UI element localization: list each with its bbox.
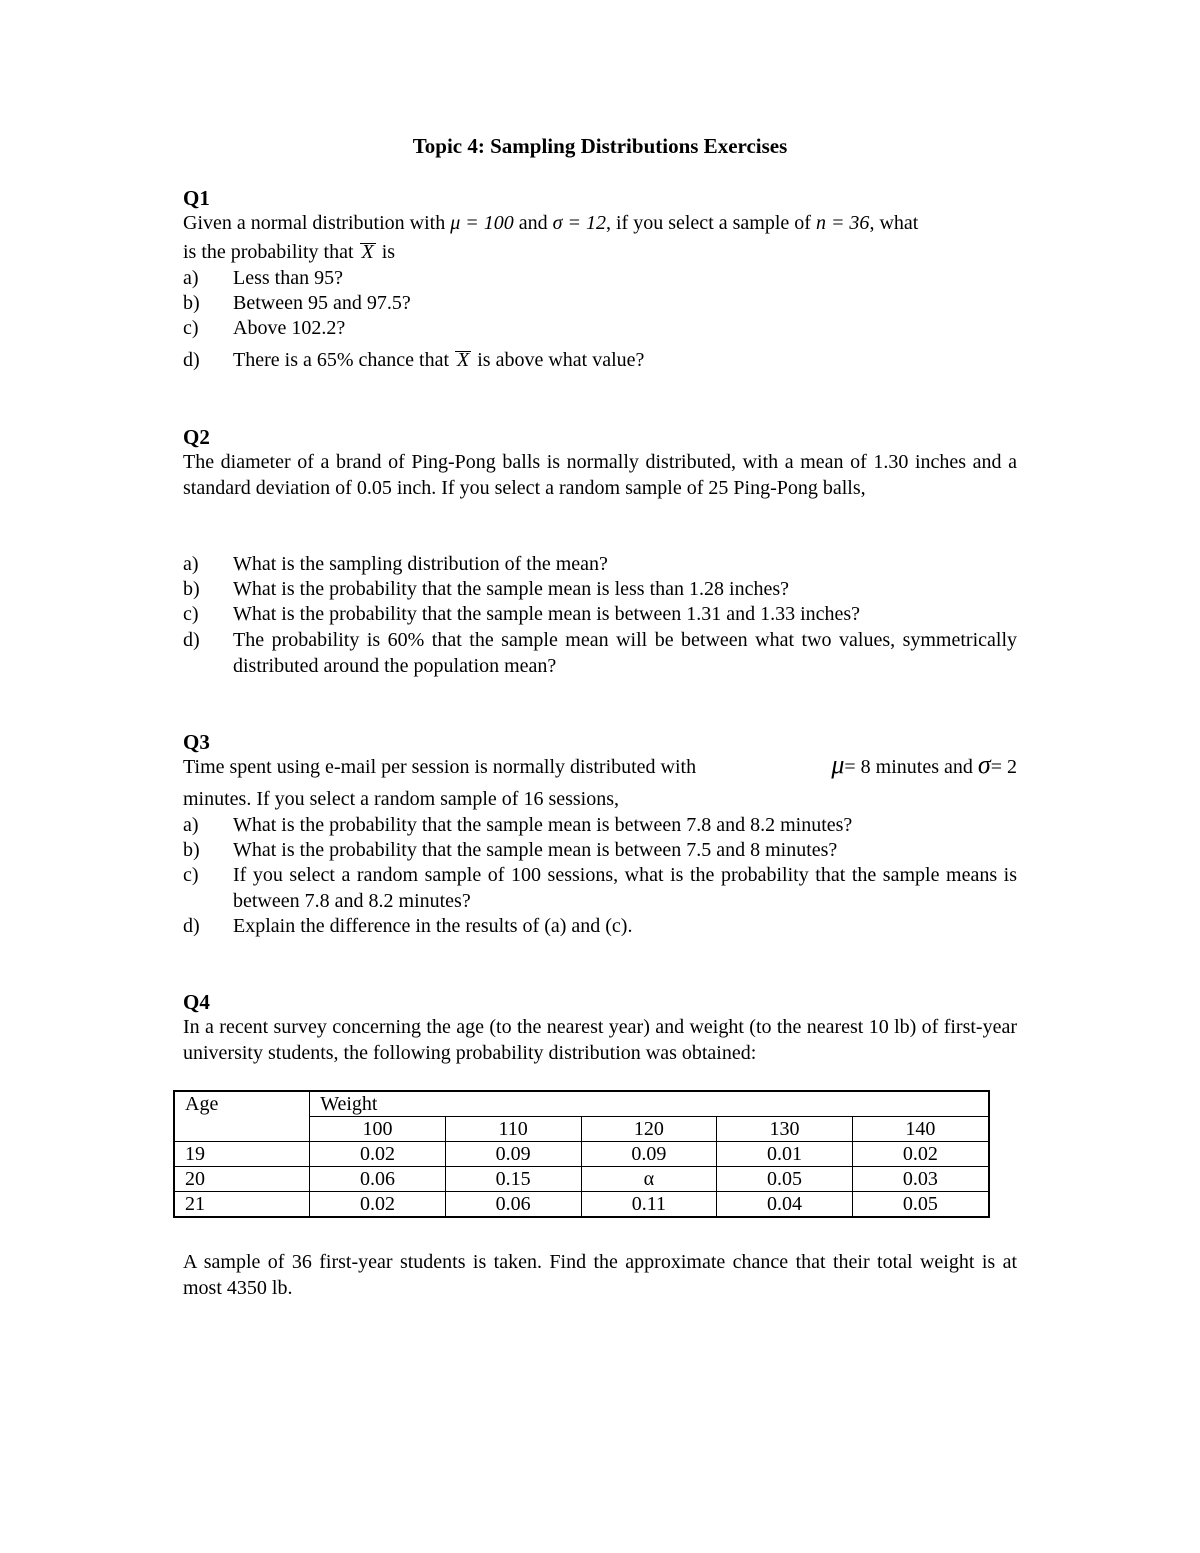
q1-end-text: , what [869,212,919,234]
prob-cell: 0.02 [852,1142,989,1167]
prob-cell: 0.04 [717,1192,853,1218]
q1-item-text: Between 95 and 97.5? [233,292,411,314]
q1-item-d-text [233,348,644,373]
q3-item-text: Explain the difference in the results of (a) and (c). [233,915,633,937]
prob-cell: 0.05 [717,1167,853,1192]
mu-symbol: μ [450,212,461,234]
q1-intro-text-3: is [381,241,396,263]
sigma-symbol: σ [552,212,563,234]
q2-heading: Q2 [183,425,210,449]
q2-item-label: b) [183,578,200,600]
x-bar-symbol: X [454,348,472,373]
q3-intro-line1 [183,750,1017,780]
table-row [174,1192,989,1218]
q2-intro: The diameter of a brand of Ping-Pong balls is normally distributed, with a mean of 1.30 inches and a standard deviation of 0.05 inch. If you select a random sample of 25 Ping-Pong balls, [183,451,1017,499]
age-cell: 20 [174,1167,310,1192]
q3-item-label: d) [183,915,200,937]
q3-heading: Q3 [183,730,210,754]
q2-item-text: What is the probability that the sample mean is less than 1.28 inches? [233,578,789,600]
prob-cell: 0.09 [445,1142,581,1167]
weight-value: 110 [445,1117,581,1142]
q3-intro-text-a: Time spent using e-mail per session is normally distributed with [183,756,697,778]
n-symbol: n [815,212,826,234]
prob-cell: 0.09 [581,1142,717,1167]
q1-intro-text: Given a normal distribution with [183,212,446,234]
mu-symbol: μ [831,750,845,779]
age-header: Age [174,1091,310,1142]
prob-cell: 0.05 [852,1192,989,1218]
sigma-symbol: σ [977,750,991,779]
prob-cell: 0.11 [581,1192,717,1218]
weight-value: 130 [717,1117,853,1142]
q1-n-value: = 36 [825,212,870,234]
page-title: Topic 4: Sampling Distributions Exercises [412,134,788,158]
q4-intro: In a recent survey concerning the age (to the nearest year) and weight (to the nearest 10 lb) of first-year university students, the following probability distribution was obtained: [183,1016,1017,1064]
q3-item-label: a) [183,814,199,836]
q1-item-label: c) [183,317,199,339]
q4-closing: A sample of 36 first-year students is taken. Find the approximate chance that their total weight is at most 4350 lb. [183,1251,1017,1299]
q2-item-text: What is the probability that the sample mean is between 1.31 and 1.33 inches? [233,603,861,625]
prob-cell: 0.06 [445,1192,581,1218]
q4-heading: Q4 [183,990,210,1014]
prob-cell: 0.01 [717,1142,853,1167]
q1-heading: Q1 [183,186,210,210]
q3-item-text: If you select a random sample of 100 sessions, what is the probability that the sample means is between 7.8 and 8.2 minutes? [233,864,1017,912]
q1-item-text: Above 102.2? [233,317,346,339]
q1-item-d-text-a: There is a 65% chance that [233,349,450,371]
q1-mu-value: = 100 [460,212,514,234]
q3-intro-line2: minutes. If you select a random sample of 16 sessions, [183,788,620,810]
table-row [174,1142,989,1167]
q1-item-label: d) [183,349,200,371]
table-row [174,1167,989,1192]
q2-item-label: a) [183,553,199,575]
q1-sigma-value: = 12 [562,212,606,234]
x-bar-symbol: X [359,240,377,265]
prob-cell: 0.15 [445,1167,581,1192]
q1-intro-line1 [183,211,918,236]
q2-item-text: The probability is 60% that the sample mean will be between what two values, symmetrically distributed around the population mean? [233,629,1017,677]
weight-value: 100 [310,1117,446,1142]
q2-item-label: c) [183,603,199,625]
q2-item-text: What is the sampling distribution of the mean? [233,553,608,575]
table-header-row [174,1091,989,1117]
prob-cell: 0.02 [310,1142,446,1167]
age-cell: 21 [174,1192,310,1218]
q1-item-label: a) [183,267,199,289]
q1-item-d-text-b: is above what value? [477,349,645,371]
q1-item-label: b) [183,292,200,314]
weight-value: 120 [581,1117,717,1142]
q3-intro-text-c: = 2 [990,756,1017,778]
prob-cell: 0.03 [852,1167,989,1192]
q1-item-text: Less than 95? [233,267,343,289]
q2-item-label: d) [183,629,200,651]
alpha-cell: α [581,1167,717,1192]
prob-cell: 0.02 [310,1192,446,1218]
q1-intro-text-2: is the probability that [183,241,354,263]
q3-item-label: c) [183,864,199,886]
q3-item-text: What is the probability that the sample mean is between 7.8 and 8.2 minutes? [233,814,853,836]
q1-intro-line2 [183,240,395,265]
q1-and: and [513,212,553,234]
weight-value: 140 [852,1117,989,1142]
q3-intro-text-b: = 8 minutes and [844,756,973,778]
probability-table [173,1090,990,1218]
q1-mid-text: , if you select a sample of [606,212,816,234]
prob-cell: 0.06 [310,1167,446,1192]
weight-header: Weight [310,1091,989,1117]
age-cell: 19 [174,1142,310,1167]
q3-item-label: b) [183,839,200,861]
q3-item-text: What is the probability that the sample mean is between 7.5 and 8 minutes? [233,839,838,861]
